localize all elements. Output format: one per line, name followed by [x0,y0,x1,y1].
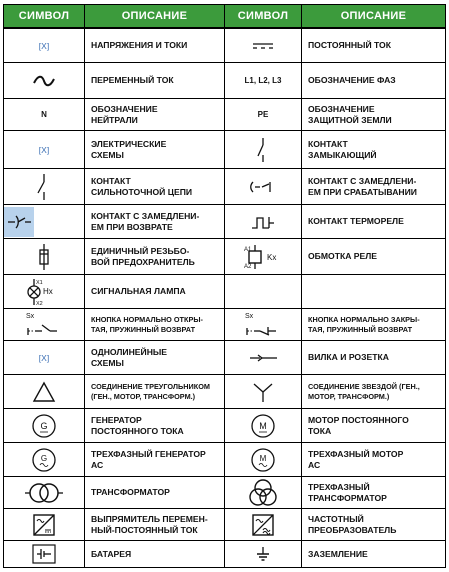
header-description-left: ОПИСАНИЕ [85,5,224,27]
description-text: КОНТАКТ ТЕРМОРЕЛЕ [308,216,404,226]
description-right-row-14 [302,477,445,508]
symbol-right-row-2 [225,63,301,98]
symbol-left-row-16 [4,541,84,567]
neutral-text: N [41,110,47,119]
symbol-right-row-4 [225,131,301,168]
description-left-row-5 [85,169,224,204]
description-text: ВИЛКА И РОЗЕТКА [308,352,389,362]
x-placeholder-icon: [X] [38,144,50,155]
x-placeholder-icon: [X] [38,40,50,51]
delay-on-contact-icon [249,179,277,195]
description-text: КНОПКА НОРМАЛЬНО ЗАКРЫ- ТАЯ, ПРУЖИННЫЙ ВОЗВРАТ [308,314,420,334]
battery-icon [32,544,56,564]
description-text: КОНТАКТ СИЛЬНОТОЧНОЙ ЦЕПИ [91,175,193,197]
description-left-row-16 [85,541,224,567]
symbol-left-row-5 [4,169,84,204]
description-left-row-13 [85,443,224,476]
description-text: БАТАРЕЯ [91,548,132,559]
description-text: ОДНОЛИНЕЙНЫЕ СХЕМЫ [91,346,168,368]
dc-symbol-icon [250,41,276,51]
svg-text:M: M [259,453,267,463]
svg-text:X1: X1 [36,279,43,286]
description-left-row-11 [85,375,224,408]
description-left-row-3 [85,99,224,130]
description-text: ЧАСТОТНЫЙ ПРЕОБРАЗОВАТЕЛЬ [308,513,397,535]
description-left-row-9 [85,309,224,340]
description-text: ОБОЗНАЧЕНИЕ ФАЗ [308,75,396,85]
symbol-right-row-10 [225,341,301,374]
description-left-row-12 [85,409,224,442]
pushbutton-no-icon [24,310,64,340]
dc-motor-icon [250,413,276,439]
power-contact-icon [34,173,54,201]
symbol-right-row-15 [225,509,301,540]
svg-text:M: M [259,420,267,431]
description-right-row-2 [302,63,445,98]
description-text: ОБОЗНАЧЕНИЕ НЕЙТРАЛИ [91,103,158,125]
svg-text:Kx: Kx [267,252,277,262]
svg-text:G: G [40,453,48,463]
description-right-row-4 [302,131,445,168]
description-right-row-5 [302,169,445,204]
delay-off-contact-icon [4,207,34,237]
symbol-right-row-16 [225,541,301,567]
symbol-right-row-5 [225,169,301,204]
x-placeholder-icon: [X] [38,352,50,363]
symbol-left-row-9 [4,309,84,340]
description-text: КНОПКА НОРМАЛЬНО ОТКРЫ- ТАЯ, ПРУЖИННЫЙ ВОЗВРАТ [91,314,203,334]
header-symbol-right: СИМВОЛ [225,5,301,27]
description-right-row-11 [302,375,445,408]
symbol-right-row-1 [225,29,301,62]
description-right-row-9 [302,309,445,340]
screw-fuse-icon [36,243,52,271]
symbol-left-row-2 [4,63,84,98]
description-left-row-15 [85,509,224,540]
transformer-icon [24,481,64,505]
symbol-right-row-13 [225,443,301,476]
description-left-row-8 [85,275,224,308]
symbol-right-row-6 [225,205,301,238]
ac-motor-icon [250,447,276,473]
signal-lamp-icon [22,277,66,307]
make-contact-icon [253,137,273,163]
description-text: КОНТАКТ ЗАМЫКАЮЩИЙ [308,138,377,160]
description-text: КОНТАКТ С ЗАМЕДЛЕНИ- ЕМ ПРИ ВОЗВРАТЕ [91,210,200,232]
symbol-left-row-14 [4,477,84,508]
description-right-row-8 [302,275,445,308]
symbol-left-row-1 [4,29,84,62]
description-right-row-15 [302,509,445,540]
symbol-right-row-7 [225,239,301,274]
description-text: СИГНАЛЬНАЯ ЛАМПА [91,286,186,296]
star-connection-icon [251,381,275,403]
symbol-left-row-6 [4,205,84,238]
symbol-left-row-3 [4,99,84,130]
symbol-right-row-11 [225,375,301,408]
description-left-row-14 [85,477,224,508]
svg-text:Sx: Sx [245,312,254,320]
description-text: ГЕНЕРАТОР ПОСТОЯННОГО ТОКА [91,414,184,436]
svg-text:G: G [40,420,48,431]
description-text: ТРЕХФАЗНЫЙ ТРАНСФОРМАТОР [308,481,387,503]
description-text: СОЕДИНЕНИЕ ЗВЕЗДОЙ (ГЕН., МОТОР, ТРАНСФОРМ.) [308,381,420,401]
description-text: ЕДИНИЧНЫЙ РЕЗЬБО- ВОЙ ПРЕДОХРАНИТЕЛЬ [91,245,195,267]
description-text: ТРАНСФОРМАТОР [91,487,170,497]
description-right-row-12 [302,409,445,442]
frequency-converter-icon [251,513,275,537]
rectifier-icon [32,513,56,537]
symbol-left-row-12 [4,409,84,442]
symbol-left-row-10 [4,341,84,374]
description-right-row-3 [302,99,445,130]
description-text: ПЕРЕМЕННЫЙ ТОК [91,75,174,85]
symbol-left-row-4 [4,131,84,168]
description-left-row-7 [85,239,224,274]
pe-text: PE [257,110,269,119]
symbol-right-row-14 [225,477,301,508]
plug-socket-icon [246,352,280,364]
symbol-right-row-3 [225,99,301,130]
delta-connection-icon [32,381,56,403]
ac-generator-icon [31,447,57,473]
description-text: СОЕДИНЕНИЕ ТРЕУГОЛЬНИКОМ (ГЕН., МОТОР, ТРАНСФОРМ.) [91,381,210,401]
description-text: КОНТАКТ С ЗАМЕДЛЕНИ- ЕМ ПРИ СРАБАТЫВАНИИ [308,175,417,197]
description-right-row-7 [302,239,445,274]
thermal-relay-contact-icon [250,213,276,231]
ac-wave-icon [32,75,56,87]
dc-generator-icon [31,413,57,439]
symbol-left-row-8 [4,275,84,308]
symbol-right-row-9 [225,309,301,340]
symbol-left-row-7 [4,239,84,274]
svg-text:X2: X2 [36,300,43,307]
description-left-row-4 [85,131,224,168]
description-left-row-6 [85,205,224,238]
description-right-row-16 [302,541,445,567]
description-text: ТРЕХФАЗНЫЙ МОТОР АС [308,448,404,470]
symbol-left-row-11 [4,375,84,408]
symbol-right-row-12 [225,409,301,442]
symbol-left-row-15 [4,509,84,540]
svg-text:A1: A1 [244,246,252,253]
description-right-row-13 [302,443,445,476]
description-left-row-1 [85,29,224,62]
description-text: ТРЕХФАЗНЫЙ ГЕНЕРАТОР АС [91,448,206,470]
symbol-left-row-13 [4,443,84,476]
description-text: ОБОЗНАЧЕНИЕ ЗАЩИТНОЙ ЗЕМЛИ [308,103,392,125]
svg-text:Hx: Hx [43,286,53,296]
three-phase-transformer-icon [248,478,278,508]
description-text: ЭЛЕКТРИЧЕСКИЕ СХЕМЫ [91,138,167,160]
description-text: НАПРЯЖЕНИЯ И ТОКИ [91,40,188,50]
description-left-row-2 [85,63,224,98]
description-text: МОТОР ПОСТОЯННОГО ТОКА [308,414,409,436]
header-symbol-left: СИМВОЛ [4,5,84,27]
pushbutton-nc-icon [243,310,283,340]
header-description-right: ОПИСАНИЕ [302,5,445,27]
description-text: ОБМОТКА РЕЛЕ [308,251,378,261]
svg-text:A2: A2 [244,263,252,270]
description-text: ЗАЗЕМЛЕНИЕ [308,548,368,559]
ground-icon [254,546,272,562]
svg-text:Sx: Sx [26,312,35,320]
phase-text: L1, L2, L3 [244,76,282,85]
symbol-right-row-8 [225,275,301,308]
description-text: ВЫПРЯМИТЕЛЬ ПЕРЕМЕН- НЫЙ-ПОСТОЯННЫЙ ТОК [91,513,208,535]
description-right-row-1 [302,29,445,62]
description-right-row-10 [302,341,445,374]
description-text: ПОСТОЯННЫЙ ТОК [308,40,391,50]
description-left-row-10 [85,341,224,374]
relay-coil-icon [241,244,285,270]
symbols-table [3,4,446,568]
description-right-row-6 [302,205,445,238]
